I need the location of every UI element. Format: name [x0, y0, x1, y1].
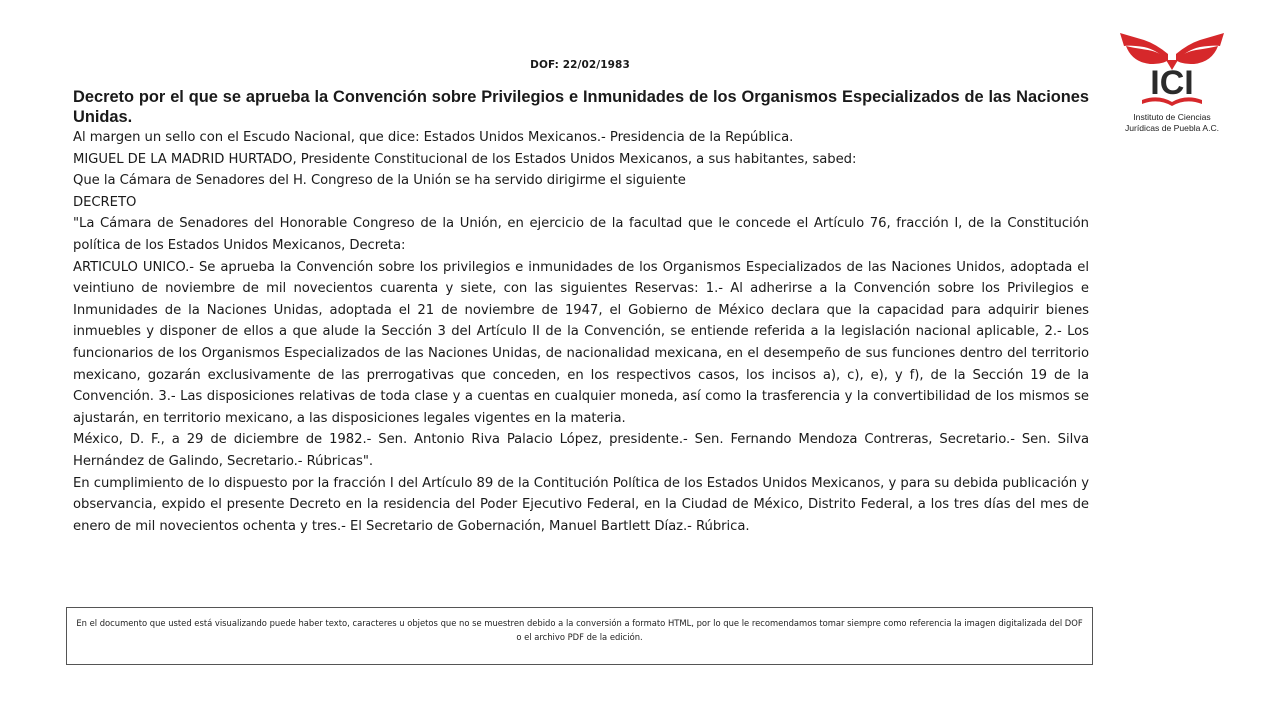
ici-acronym: ICI	[1150, 64, 1194, 102]
paragraph-senate-decree: "La Cámara de Senadores del Honorable Congreso de la Unión, en ejercicio de la facultad que le concede el Artículo 76, fracción I, de la Constitución política de los Estados Unidos Mexicanos, Decreta:	[73, 216, 1089, 253]
paragraph-articulo-unico: ARTICULO UNICO.- Se aprueba la Convención sobre los privilegios e inmunidades de los Organismos Especializados de las Naciones Unidos, adoptada el veintiuno de noviembre de mil novecientos cuarenta y siete, con las siguientes Reservas: 1.- Al adherirse a la Convención sobre los Privilegios e Inmunidades de la Naciones Unidas, adoptada el 21 de noviembre de 1947, el Gobierno de México declara que la capacidad para adquirir bienes inmuebles y disponer de ellos a que alude la Sección 3 del Artículo II de la Convención, se entiende referida a la legislación nacional aplicable, 2.- Los funcionarios de los Organismos Especializados de las Naciones Unidas, de nacionalidad mexicana, en el desempeño de sus funciones dentro del territorio mexicano, gozarán exclusivamente de las prerrogativas que conceden, en los respectivos casos, los incisos a), c), e), y f), de la Sección 19 de la Convención. 3.- Las disposiciones relativas de toda clase y a cuentas en cualquier moneda, así como la trasferencia y la convertibilidad de los mismos se ajustarán, en territorio mexicano, a las disposiciones legales vigentes en la materia.	[73, 259, 1089, 426]
paragraph-seal: Al margen un sello con el Escudo Nacional, que dice: Estados Unidos Mexicanos.- Presidencia de la República.	[73, 130, 794, 145]
document-title: Decreto por el que se aprueba la Convención sobre Privilegios e Inmunidades de los Organismos Especializados de las Naciones Unidas.	[73, 88, 1089, 126]
document-body	[73, 87, 1089, 537]
ici-logo	[1116, 30, 1236, 145]
conversion-disclaimer: En el documento que usted está visualizando puede haber texto, caracteres u objetos que no se muestren debido a la conversión a formato HTML, por lo que le recomendamos tomar siempre como referencia la imagen digitalizada del DOF o el archivo PDF de la edición.	[66, 607, 1093, 665]
paragraph-senate-intro: Que la Cámara de Senadores del H. Congreso de la Unión se ha servido dirigirme el siguiente	[73, 173, 686, 189]
ici-logo-line2: Jurídicas de Puebla A.C.	[1124, 123, 1220, 133]
paragraph-promulgation: En cumplimiento de lo dispuesto por la fracción I del Artículo 89 de la Contitución Política de los Estados Unidos Mexicanos, y para su debida publicación y observancia, expido el presente Decreto en la residencia del Poder Ejecutivo Federal, en la Ciudad de México, Distrito Federal, a los tres días del mes de enero de mil novecientos ochenta y tres.- El Secretario de Gobernación, Manuel Bartlett Díaz.- Rúbrica.	[73, 475, 1089, 534]
paragraph-president: MIGUEL DE LA MADRID HURTADO, Presidente Constitucional de los Estados Unidos Mexicanos, a sus habitantes, sabed:	[73, 151, 857, 167]
ici-logo-caption	[1116, 112, 1228, 134]
ici-owl-emblem-icon	[1116, 30, 1228, 112]
paragraph-signatures: México, D. F., a 29 de diciembre de 1982.- Sen. Antonio Riva Palacio López, presidente.- Sen. Fernando Mendoza Contreras, Secretario.- Sen. Silva Hernández de Galindo, Secretario.- Rúbricas".	[73, 432, 1089, 469]
paragraph-decreto-heading: DECRETO	[73, 194, 137, 210]
ici-logo-line1: Instituto de Ciencias	[1133, 112, 1211, 122]
dof-date: DOF: 22/02/1983	[530, 59, 630, 71]
